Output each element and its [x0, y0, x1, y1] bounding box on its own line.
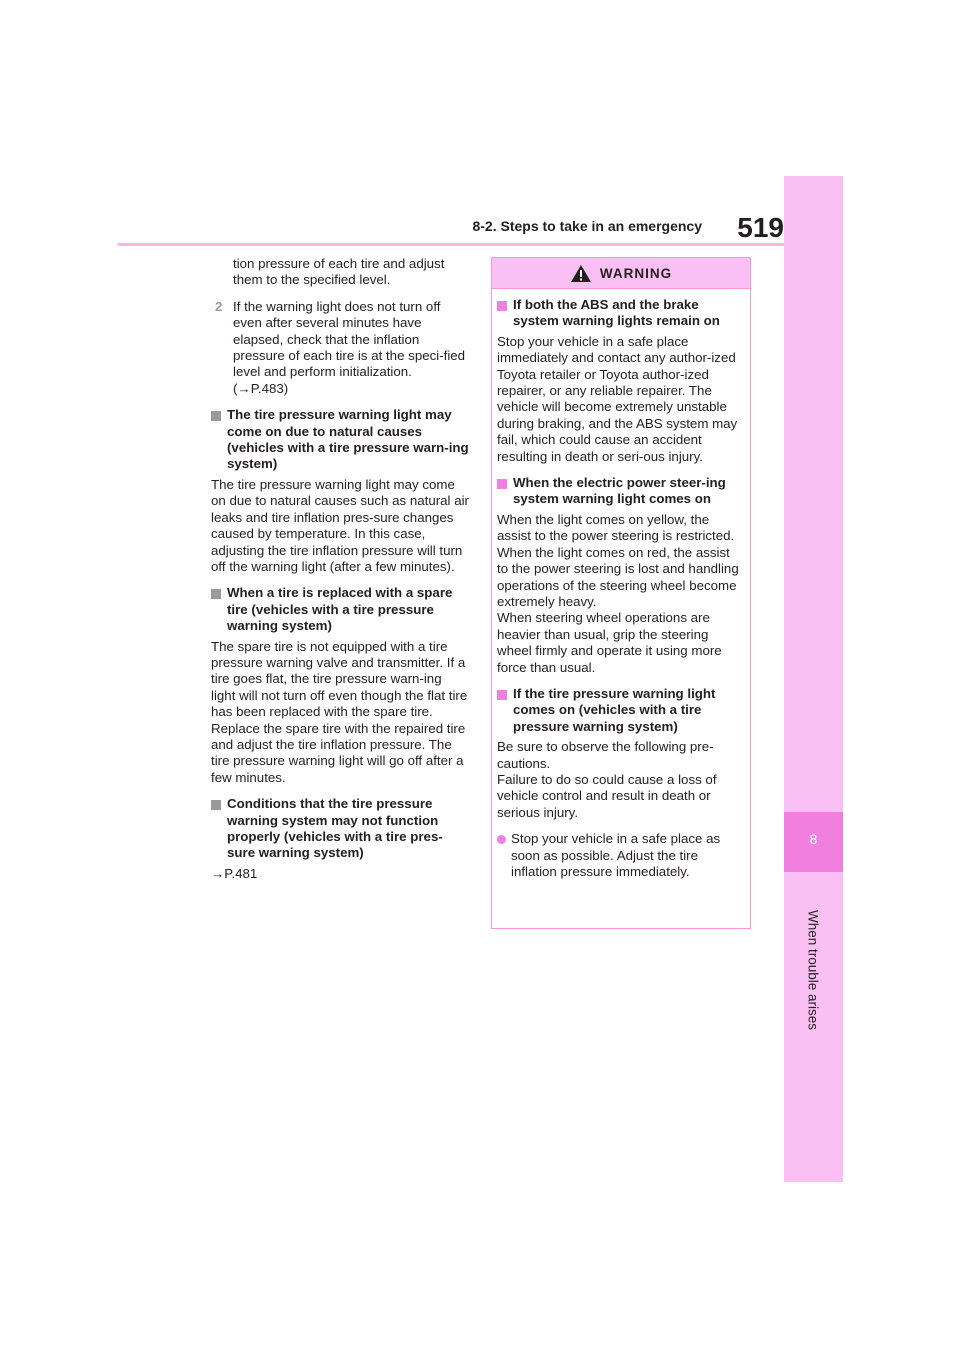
chapter-title: When trouble arises	[805, 909, 821, 1031]
warning-header	[492, 258, 750, 289]
circle-bullet-icon	[497, 835, 506, 844]
section-body-spare-tire: The spare tire is not equipped with a tire pressure warning valve and transmitter. If a tire goes flat, the tire pressure warn-ing light will not turn off even though the flat tire has been replaced with the spare tire. Replace the spare tire with the repaired tire and adjust the tire inflation pressure. The tire pressure warning light will go off after a few minutes.	[211, 638, 468, 785]
bullet-text: Stop your vehicle in a safe place as soon as possible. Adjust the tire inflation pressure immediately.	[511, 831, 721, 879]
section-title: 8-2. Steps to take in an emergency	[472, 218, 702, 234]
left-column	[211, 256, 469, 892]
section-heading-conditions	[211, 796, 469, 862]
paragraph-line: When the light comes on yellow, the assist to the power steering is restricted. When the light comes on red, the assist to the power steering is lost and handling operations of the steering wheel become extremely heavy.	[497, 511, 739, 609]
section-body-natural-causes: The tire pressure warning light may come on due to natural causes such as natural air leaks and tire inflation pres-sure changes caused by temperature. In this case, adjusting the tire inflation pressure will turn off the warning light (after a few minutes).	[211, 476, 469, 574]
section-body-conditions: →P.481	[211, 865, 258, 881]
step-text: If the warning light does not turn off even after several minutes have elapsed, check that the inflation pressure of each tire is at the speci-fied level and perform initialization. (→P.483)	[233, 298, 466, 396]
paragraph-line: Be sure to observe the following pre-cautions.	[497, 739, 714, 771]
square-bullet-icon	[497, 690, 507, 700]
square-bullet-icon	[497, 301, 507, 311]
heading-text: When the electric power steer-ing system warning light comes on	[513, 475, 726, 507]
heading-text: If both the ABS and the brake system warning lights remain on	[513, 297, 720, 329]
square-bullet-icon	[211, 800, 221, 810]
square-bullet-icon	[497, 479, 507, 489]
warning-box	[491, 257, 751, 929]
chapter-number: 8	[809, 831, 818, 847]
section-heading-natural-causes	[211, 407, 469, 473]
warning-heading-tire-pressure	[497, 686, 742, 735]
square-bullet-icon	[211, 589, 221, 599]
warning-body-power-steering	[497, 512, 742, 676]
warning-bullet	[497, 831, 742, 880]
page-number: 519	[737, 212, 784, 243]
section-heading-spare-tire	[211, 585, 469, 634]
step-2	[211, 299, 469, 397]
heading-text: The tire pressure warning light may come on due to natural causes (vehicles with a tire pressure warn-ing system)	[227, 407, 469, 472]
warning-triangle-icon	[570, 264, 592, 283]
heading-text: Conditions that the tire pressure warning system may not function properly (vehicles with a tire pres-sure warning system)	[227, 796, 443, 861]
header-rule	[118, 243, 784, 246]
paragraph-line: Failure to do so could cause a loss of vehicle control and result in death or serious injury.	[497, 771, 717, 820]
square-bullet-icon	[211, 411, 221, 421]
warning-body-abs: Stop your vehicle in a safe place immediately and contact any author-ized Toyota retailer or Toyota author-ized repairer, or any reliable repairer. The vehicle will become extremely unstable during braking, and the ABS system may fail, which could cause an accident resulting in death or seri-ous injury.	[497, 333, 738, 464]
chapter-side-tab	[784, 176, 843, 1182]
warning-heading-power-steering	[497, 475, 742, 508]
warning-title: WARNING	[599, 265, 673, 281]
warning-body-tire-pressure	[497, 739, 742, 821]
paragraph-line: When steering wheel operations are heavier than usual, grip the steering wheel firmly and operate it using more force than usual.	[497, 610, 722, 675]
warning-body	[492, 289, 750, 880]
heading-text: If the tire pressure warning light comes on (vehicles with a tire pressure warning system)	[513, 685, 716, 734]
step-number: 2	[215, 298, 223, 314]
heading-text: When a tire is replaced with a spare tire (vehicles with a tire pressure warning system)	[227, 585, 453, 634]
warning-heading-abs	[497, 297, 742, 330]
continued-text: tion pressure of each tire and adjust them to the specified level.	[233, 256, 445, 288]
